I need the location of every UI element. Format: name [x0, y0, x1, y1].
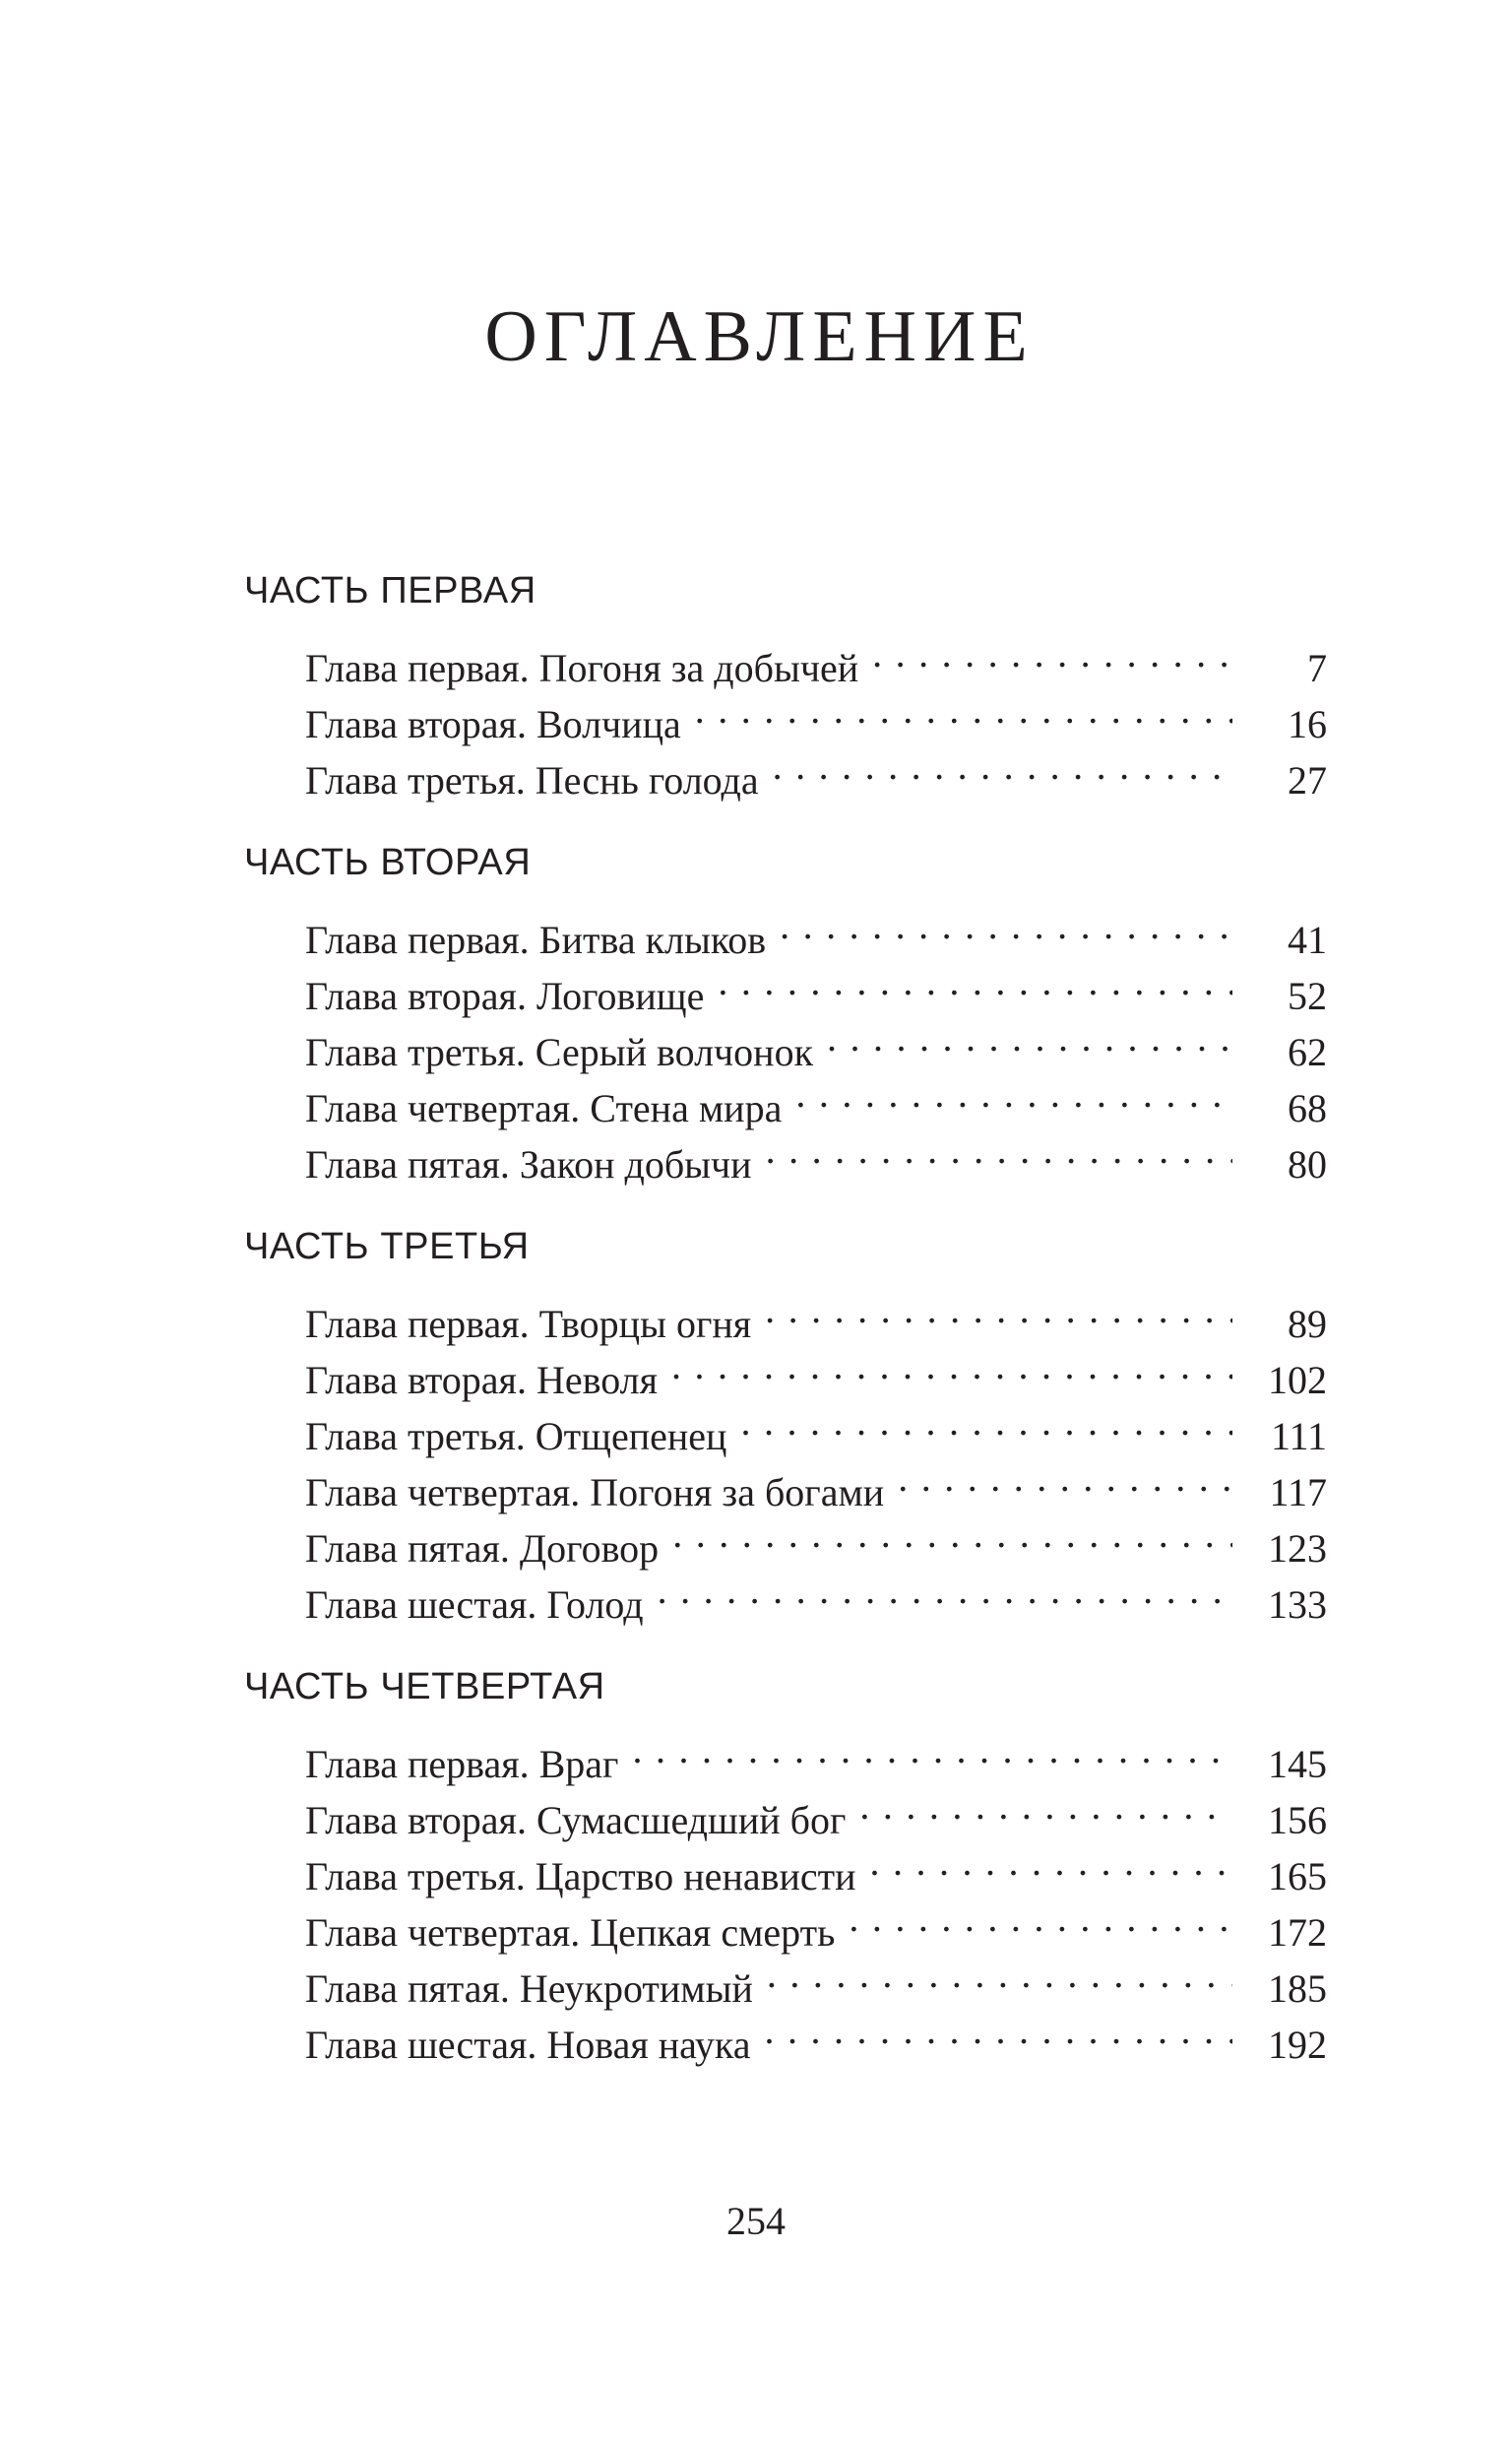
- toc-entry-title: Глава вторая. Неволя: [305, 1358, 659, 1402]
- toc-entry-page-number: 111: [1270, 1414, 1327, 1458]
- toc-entry-page-number: 41: [1288, 918, 1327, 962]
- toc-entry-page-number: 172: [1268, 1910, 1327, 1955]
- toc-dot-leader: [718, 953, 1232, 1009]
- toc-dot-leader: [765, 1281, 1232, 1337]
- toc-entry-page-number: 133: [1268, 1582, 1327, 1627]
- toc-entry-title: Глава первая. Погоня за добычей: [305, 646, 859, 690]
- toc-entry-title: Глава третья. Песнь голода: [305, 758, 759, 803]
- toc-entry-title: Глава четвертая. Погоня за богами: [305, 1470, 885, 1514]
- toc-dot-leader: [872, 625, 1232, 681]
- toc-entry-title: Глава пятая. Неукротимый: [305, 1966, 753, 2011]
- toc-entry-title: Глава вторая. Волчица: [305, 702, 681, 746]
- toc-entry-title: Глава третья. Серый волчонок: [305, 1030, 813, 1074]
- toc-dot-leader: [632, 1721, 1232, 1777]
- toc-dot-leader: [764, 2002, 1232, 2058]
- toc-part-block: [244, 563, 1327, 803]
- toc-entry[interactable]: [244, 1281, 1327, 1346]
- toc-entry-title: Глава шестая. Новая наука: [305, 2023, 751, 2067]
- toc-entry-page-number: 185: [1268, 1966, 1327, 2011]
- toc-entry-page-number: 89: [1288, 1302, 1327, 1346]
- toc-entry-title: Глава вторая. Логовище: [305, 974, 705, 1018]
- toc-dot-leader: [898, 1449, 1232, 1506]
- toc-entry-title: Глава четвертая. Цепкая смерть: [305, 1910, 836, 1955]
- toc-dot-leader: [780, 897, 1232, 953]
- toc-entry-page-number: 123: [1268, 1526, 1327, 1571]
- toc-dot-leader: [827, 1009, 1232, 1065]
- toc-entry-title: Глава вторая. Сумасшедший бог: [305, 1798, 847, 1842]
- toc-entry-page-number: 62: [1288, 1030, 1327, 1074]
- toc-dot-leader: [671, 1337, 1232, 1393]
- toc-entry-title: Глава пятая. Закон добычи: [305, 1142, 752, 1187]
- toc-entry-title: Глава первая. Враг: [305, 1742, 619, 1786]
- toc-entry-title: Глава третья. Царство ненависти: [305, 1854, 856, 1898]
- toc-entry-page-number: 156: [1268, 1798, 1327, 1842]
- toc-entry-page-number: 192: [1268, 2023, 1327, 2067]
- toc-part-header: ЧАСТЬ ПЕРВАЯ: [244, 570, 536, 611]
- toc-entry-page-number: 80: [1288, 1142, 1327, 1187]
- toc-dot-leader: [672, 1506, 1232, 1562]
- toc-dot-leader: [773, 738, 1232, 794]
- toc-dot-leader: [870, 1833, 1232, 1890]
- toc-dot-leader: [658, 1562, 1232, 1618]
- toc-part-header: ЧАСТЬ ЧЕТВЕРТАЯ: [244, 1666, 605, 1707]
- toc-entry-page-number: 102: [1268, 1358, 1327, 1402]
- toc-dot-leader: [859, 1777, 1232, 1833]
- toc-entry-page-number: 52: [1288, 974, 1327, 1018]
- toc-part-header: ЧАСТЬ ВТОРАЯ: [244, 842, 532, 883]
- toc-entry-title: Глава шестая. Голод: [305, 1582, 644, 1627]
- toc-entry-page-number: 68: [1288, 1086, 1327, 1130]
- toc-dot-leader: [766, 1122, 1232, 1178]
- toc-part-block: [244, 1219, 1327, 1627]
- toc-dot-leader: [849, 1890, 1232, 1946]
- toc-dot-leader: [767, 1946, 1232, 2002]
- toc-entry[interactable]: [244, 897, 1327, 962]
- toc-entry-title: Глава первая. Битва клыков: [305, 918, 767, 962]
- toc-entry-page-number: 27: [1288, 758, 1327, 803]
- toc-dot-leader: [795, 1065, 1232, 1122]
- table-of-contents: [244, 563, 1327, 2067]
- toc-part-header: ЧАСТЬ ТРЕТЬЯ: [244, 1226, 530, 1267]
- toc-dot-leader: [695, 681, 1232, 738]
- toc-entry-title: Глава четвертая. Стена мира: [305, 1086, 783, 1130]
- toc-entry-title: Глава первая. Творцы огня: [305, 1302, 752, 1346]
- toc-entry-page-number: 16: [1288, 702, 1327, 746]
- toc-entry[interactable]: [244, 625, 1327, 690]
- toc-entry-page-number: 165: [1268, 1854, 1327, 1898]
- toc-entry[interactable]: [244, 1721, 1327, 1786]
- page-title: ОГЛАВЛЕНИЕ: [484, 296, 1035, 377]
- toc-entry-page-number: 7: [1307, 646, 1327, 690]
- toc-entry-title: Глава третья. Отщепенец: [305, 1414, 727, 1458]
- toc-entry-page-number: 145: [1268, 1742, 1327, 1786]
- toc-dot-leader: [740, 1393, 1232, 1449]
- page-folio-number: 254: [726, 2199, 786, 2243]
- toc-entry-title: Глава пятая. Договор: [305, 1526, 660, 1571]
- toc-part-block: [244, 1659, 1327, 2067]
- toc-entry-page-number: 117: [1269, 1470, 1327, 1514]
- toc-part-block: [244, 835, 1327, 1187]
